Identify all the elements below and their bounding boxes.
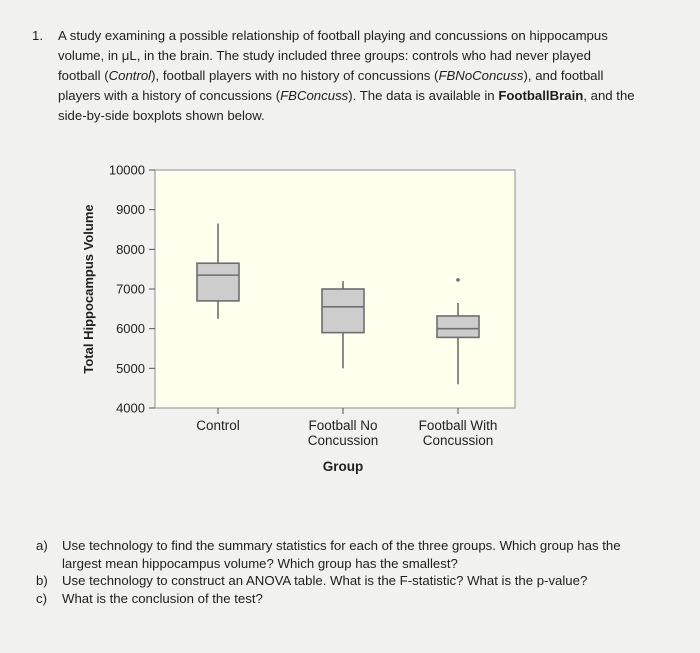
question-label: a) <box>36 538 48 553</box>
question-label: c) <box>36 590 47 606</box>
problem-number: 1. <box>32 28 43 43</box>
stem-line: football (Control), football players with no history of concussions (FBNoConcuss), and football <box>58 68 604 83</box>
term-control: Control <box>108 68 152 83</box>
question-line: What is the conclusion of the test? <box>62 590 263 606</box>
y-axis-label: Total Hippocampus Volume <box>81 204 96 374</box>
x-category-label: Concussion <box>422 433 494 448</box>
x-category-label: Control <box>196 418 240 433</box>
y-tick-label: 7000 <box>116 281 145 297</box>
y-tick-label: 6000 <box>116 321 145 337</box>
problem-1 <box>32 26 662 126</box>
y-tick-label: 10000 <box>108 162 145 178</box>
stem-line: volume, in μL, in the brain. The study included three groups: controls who had never played <box>58 48 591 63</box>
x-category-label: Football No <box>308 418 378 433</box>
question-line: Use technology to construct an ANOVA table. What is the F-statistic? What is the p-value? <box>62 573 588 588</box>
question-b <box>36 572 666 590</box>
box <box>322 289 364 333</box>
term-fbconcuss: FBConcuss <box>280 88 349 103</box>
x-axis-label: Group <box>322 459 364 474</box>
question-line: largest mean hippocampus volume? Which group has the smallest? <box>62 555 458 571</box>
question-line: Use technology to find the summary statistics for each of the three groups. Which group has the <box>62 538 621 553</box>
question-label: b) <box>36 573 48 588</box>
question-a <box>36 537 666 572</box>
y-tick-label: 9000 <box>116 202 145 218</box>
x-category-label: Football With <box>418 418 498 433</box>
box <box>437 316 479 337</box>
y-tick-label: 4000 <box>116 400 145 416</box>
stem-line: side-by-side boxplots shown below. <box>58 108 265 123</box>
outlier-point <box>456 278 460 282</box>
y-tick-label: 8000 <box>116 241 145 257</box>
dataset-name: FootballBrain <box>498 88 584 103</box>
y-tick-label: 5000 <box>116 360 145 376</box>
stem-line: players with a history of concussions (FBConcuss). The data is available in FootballBrain, and the <box>58 88 635 103</box>
term-fbnoconcuss: FBNoConcuss <box>438 68 524 83</box>
problem-stem <box>58 26 662 126</box>
x-category-label: Concussion <box>307 433 379 448</box>
box <box>197 263 239 301</box>
stem-line: A study examining a possible relationship of football playing and concussions on hippocampus <box>58 28 608 43</box>
question-list <box>36 537 666 607</box>
question-c <box>36 590 666 608</box>
boxplot-chart <box>70 150 540 485</box>
